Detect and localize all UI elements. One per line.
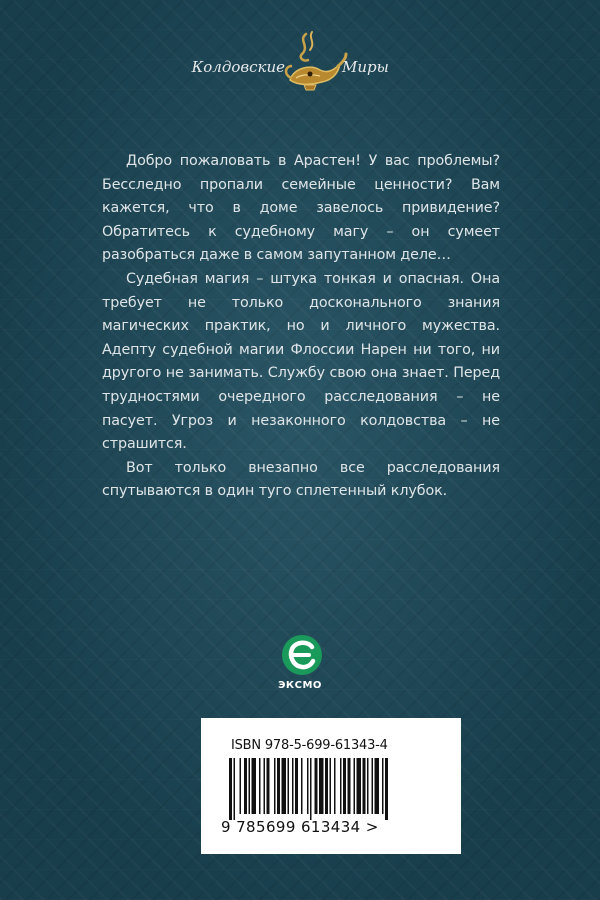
barcode-bar — [372, 758, 374, 814]
barcode-bar — [292, 758, 294, 814]
blurb-paragraph: Судебная магия – штука тонкая и опасная. Она требует не только досконального знания магических практик, но и личного мужества. Адепту судебной магии Флоссии Нарен ни того, ни другого не занимать. Службу свою она знает. Перед трудностями очередного расследования – не пасует. Угроз и незаконного колдовства – не страшится. — [102, 270, 500, 453]
barcode-bar — [295, 758, 298, 814]
barcode-bar — [385, 758, 388, 820]
barcode-panel — [201, 718, 461, 854]
publisher-name: ЭКСМО — [278, 680, 322, 691]
barcode-bar — [249, 758, 251, 814]
barcode-digits: 9 785699 613434 > — [221, 818, 379, 836]
barcode-bar — [382, 758, 384, 814]
magic-lamp-icon — [280, 28, 350, 98]
isbn-label: ISBN 978-5-699-61343-4 — [231, 738, 388, 753]
barcode-bar — [343, 758, 346, 814]
barcode-bar — [315, 758, 318, 814]
barcode-bar — [375, 758, 380, 814]
barcode-bar — [264, 758, 266, 814]
barcode-bar — [282, 758, 287, 814]
barcode-bar — [340, 758, 342, 814]
barcode-bar — [277, 758, 280, 814]
barcode-bar — [240, 758, 242, 814]
barcode-bar — [274, 758, 276, 814]
barcode-bar — [357, 758, 362, 814]
barcode-bar — [367, 758, 369, 814]
barcode-bar — [229, 758, 232, 820]
barcode-bar — [330, 758, 332, 814]
barcode-bar — [259, 758, 261, 814]
barcode-bar — [363, 758, 366, 814]
barcode-bar — [252, 758, 257, 814]
barcode-bar — [319, 758, 324, 814]
blurb-paragraph: Вот только внезапно все расследования спутываются в один туго сплетенный клубок. — [102, 459, 500, 500]
barcode-bars — [221, 758, 441, 820]
barcode-bar — [244, 758, 247, 814]
barcode-bar — [354, 758, 356, 814]
series-name-right: Миры — [342, 58, 389, 76]
barcode-bar — [325, 758, 328, 814]
series-header — [0, 28, 600, 108]
barcode-bar — [307, 758, 309, 814]
barcode-bar — [301, 758, 303, 814]
barcode-bar — [234, 758, 236, 820]
publisher-block — [0, 634, 600, 704]
barcode-bar — [267, 758, 270, 814]
barcode-bar — [310, 758, 312, 820]
series-name-left: Колдовские — [191, 58, 285, 76]
eksmo-logo-icon — [281, 634, 323, 676]
barcode-bar — [348, 758, 351, 814]
book-blurb — [102, 150, 500, 504]
barcode-bar — [334, 758, 336, 814]
barcode-bar — [288, 758, 290, 814]
blurb-paragraph: Добро пожаловать в Арастен! У вас проблемы? Бесследно пропали семейные ценности? Вам кажется, что в доме завелось привидение? Обратитесь к судебному магу – он сумеет разобраться даже в самом запутанном деле… — [102, 153, 500, 264]
